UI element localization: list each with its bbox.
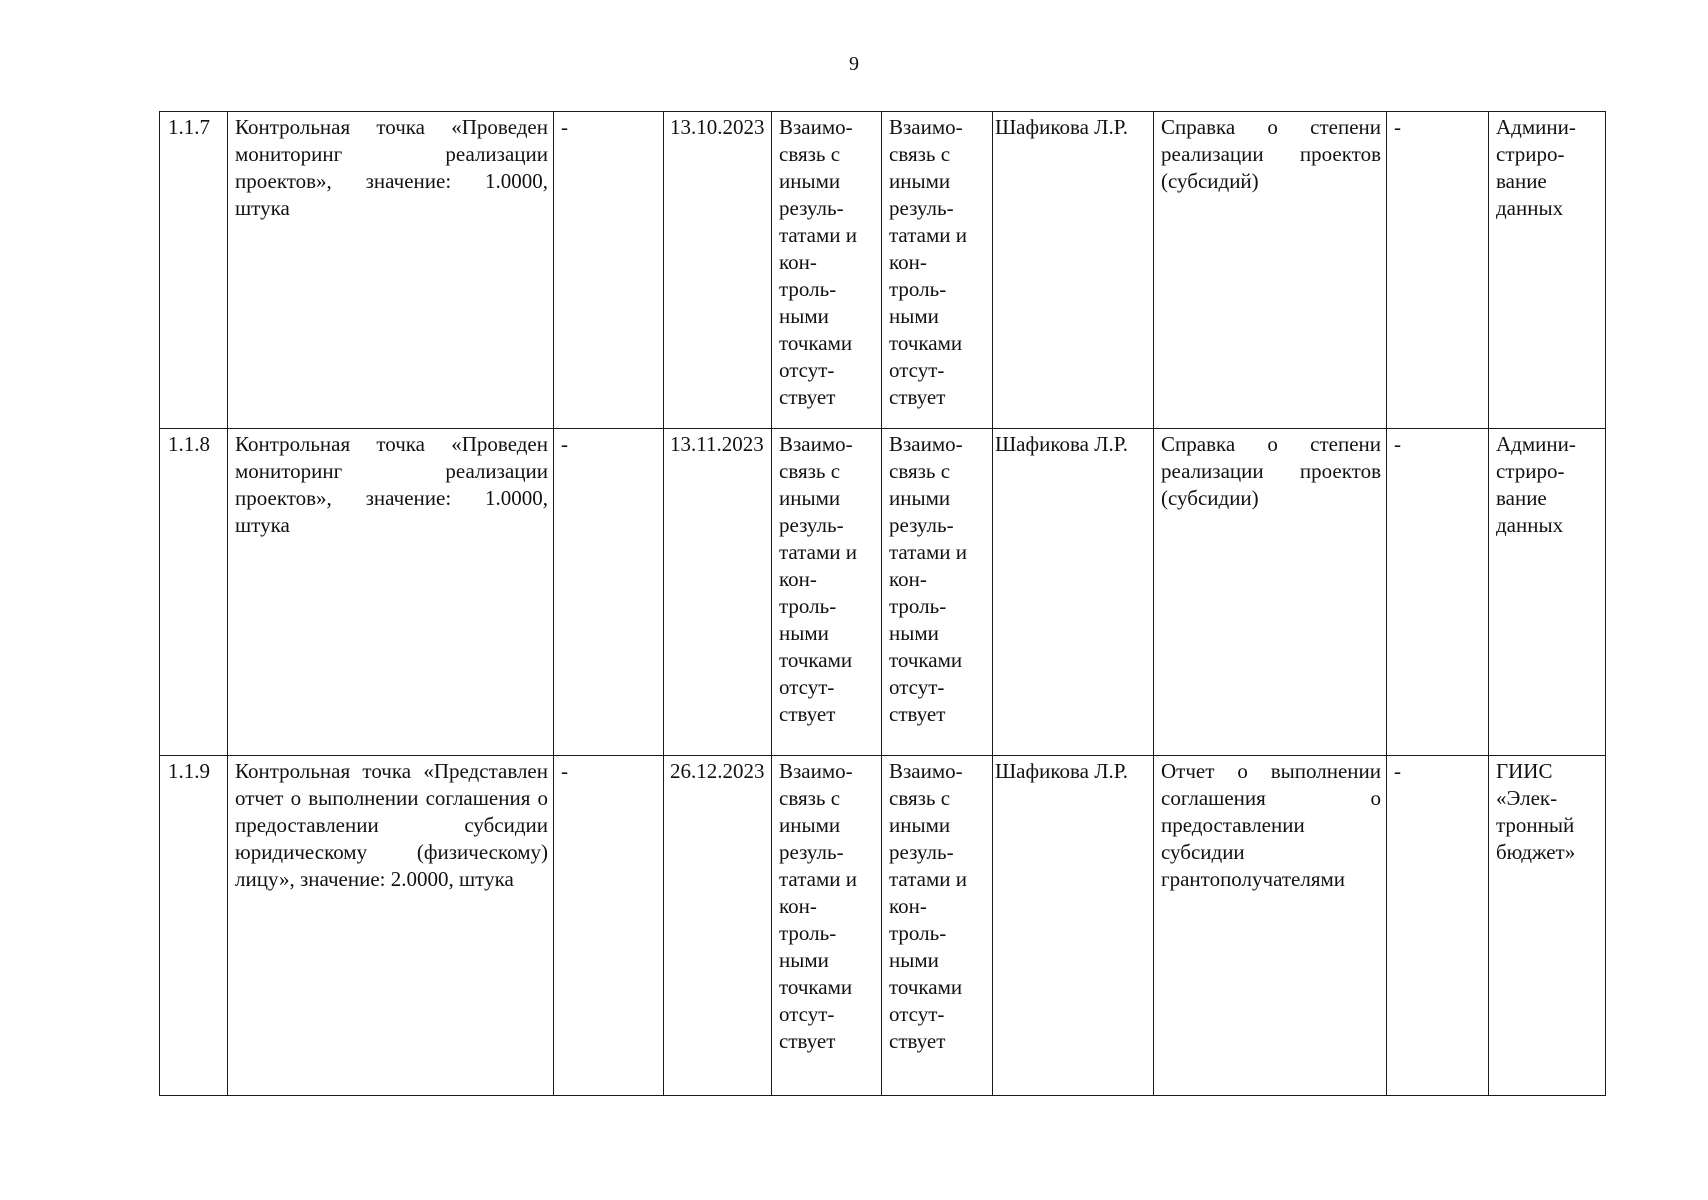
link-previous: Взаимо- связь с иными резуль- татами и кон- троль- ными точками отсут- ствует	[772, 429, 882, 756]
cell-dash: -	[554, 429, 664, 756]
cell-dash: -	[1387, 112, 1489, 429]
control-points-table	[159, 111, 1606, 1096]
responsible-person: Шафикова Л.Р.	[993, 112, 1154, 429]
cell-dash: -	[1387, 756, 1489, 1096]
responsible-person: Шафикова Л.Р.	[993, 429, 1154, 756]
control-point-description: Контрольная точка «Проведен мониторинг реализации проектов», значение: 1.0000, штука	[228, 112, 554, 429]
control-point-description: Контрольная точка «Представлен отчет о выполнении соглашения о предоставлении субсидии юридическому (физическому) лицу», значение: 2.0000, штука	[228, 756, 554, 1096]
page-number: 9	[849, 53, 859, 75]
table-row	[160, 429, 1606, 756]
control-point-date: 13.10.2023	[664, 112, 772, 429]
cell-dash: -	[1387, 429, 1489, 756]
link-next: Взаимо- связь с иными резуль- татами и кон- троль- ными точками отсут- ствует	[882, 429, 993, 756]
table-row	[160, 756, 1606, 1096]
cell-dash: -	[554, 112, 664, 429]
link-next: Взаимо- связь с иными резуль- татами и кон- троль- ными точками отсут- ствует	[882, 756, 993, 1096]
link-previous: Взаимо- связь с иными резуль- татами и кон- троль- ными точками отсут- ствует	[772, 756, 882, 1096]
information-system: Админи- стриро- вание данных	[1489, 112, 1606, 429]
row-number: 1.1.7	[160, 112, 228, 429]
confirming-document: Справка о степени реализации проектов (субсидий)	[1154, 112, 1387, 429]
table-row	[160, 112, 1606, 429]
cell-dash: -	[554, 756, 664, 1096]
information-system: Админи- стриро- вание данных	[1489, 429, 1606, 756]
row-number: 1.1.8	[160, 429, 228, 756]
confirming-document: Отчет о выполнении соглашения о предоставлении субсидии грантополучателями	[1154, 756, 1387, 1096]
control-point-description: Контрольная точка «Проведен мониторинг реализации проектов», значение: 1.0000, штука	[228, 429, 554, 756]
responsible-person: Шафикова Л.Р.	[993, 756, 1154, 1096]
link-previous: Взаимо- связь с иными резуль- татами и кон- троль- ными точками отсут- ствует	[772, 112, 882, 429]
confirming-document: Справка о степени реализации проектов (субсидии)	[1154, 429, 1387, 756]
information-system: ГИИС «Элек- тронный бюджет»	[1489, 756, 1606, 1096]
link-next: Взаимо- связь с иными резуль- татами и кон- троль- ными точками отсут- ствует	[882, 112, 993, 429]
control-point-date: 26.12.2023	[664, 756, 772, 1096]
row-number: 1.1.9	[160, 756, 228, 1096]
control-point-date: 13.11.2023	[664, 429, 772, 756]
